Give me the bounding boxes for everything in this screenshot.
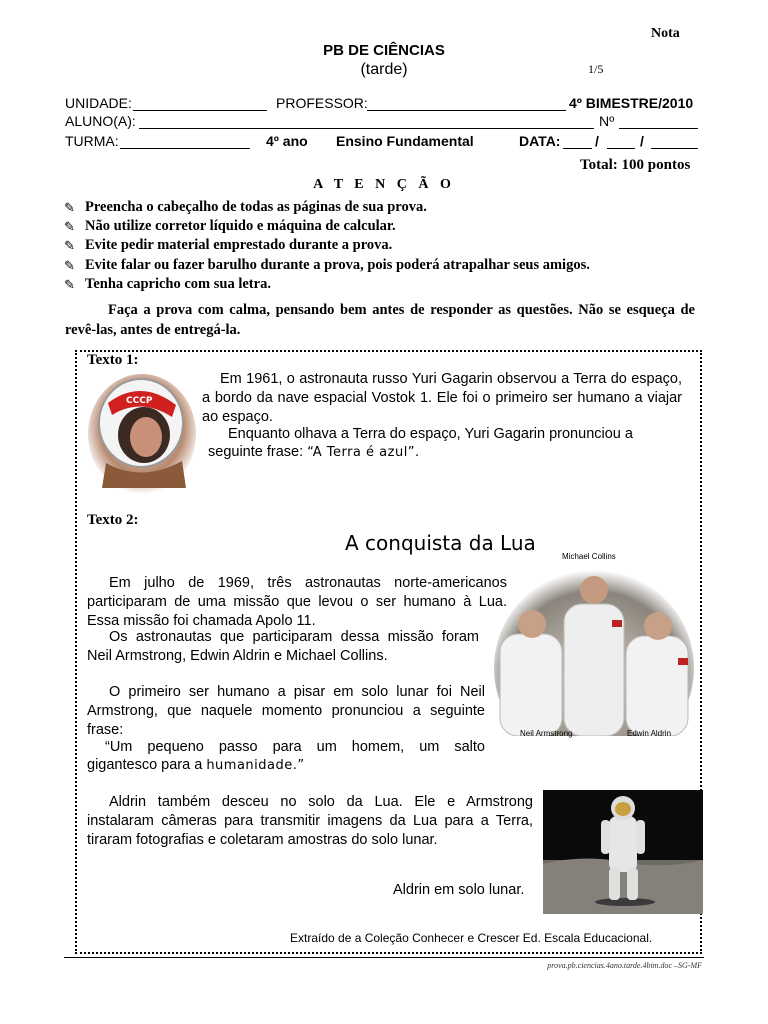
texto2-paragraph-3: O primeiro ser humano a pisar em solo lunar foi Neil Armstrong, que naquele momento pronunciou a seguinte frase: <box>87 684 485 738</box>
caption-michael-collins: Michael Collins <box>562 552 616 561</box>
instructions-paragraph: Faça a prova com calma, pensando bem antes de responder as questões. Não se esqueça de revê-las, antes de entregá-la. <box>65 302 695 338</box>
svg-text:CCCP: CCCP <box>126 396 153 406</box>
rule-item: Evite falar ou fazer barulho durante a prova, pois poderá atrapalhar seus amigos. <box>85 257 590 273</box>
rule-item: Preencha o cabeçalho de todas as páginas de sua prova. <box>85 199 427 215</box>
texto1-text: seguinte frase: <box>208 444 308 460</box>
gagarin-photo <box>86 373 198 495</box>
armstrong-quote-line2 <box>87 756 305 775</box>
ano-label: 4º ano <box>266 133 308 149</box>
source-citation: Extraído de a Coleção Conhecer e Crescer Ed. Escala Educacional. <box>290 931 653 945</box>
data-separator: / <box>595 133 599 149</box>
data-day-field[interactable] <box>563 148 592 149</box>
rule-item: Não utilize corretor líquido e máquina de calcular. <box>85 218 396 234</box>
texto2-paragraph-1: Em julho de 1969, três astronautas norte-americanos participaram de uma missão que levou o ser humano à Lua. Essa missão foi chamada Apolo 11. <box>87 575 507 629</box>
data-label: DATA: <box>519 133 561 149</box>
pencil-icon: ✎ <box>64 277 75 292</box>
rule-item: Tenha capricho com sua letra. <box>85 276 271 292</box>
footer-rule <box>64 957 704 958</box>
numero-label: Nº <box>599 113 615 129</box>
apollo11-crew-photo <box>492 568 696 736</box>
turma-label: TURMA: <box>65 133 119 149</box>
data-month-field[interactable] <box>607 148 635 149</box>
texto2-label: Texto 2: <box>87 512 139 528</box>
page-subtitle: (tarde) <box>360 61 408 78</box>
page-number: 1/5 <box>588 62 604 76</box>
ensino-label: Ensino Fundamental <box>336 133 474 149</box>
gagarin-quote: “A Terra é azul”. <box>307 445 420 460</box>
texto2-paragraph-4: Aldrin também desceu no solo da Lua. Ele e Armstrong instalaram câmeras para transmitir imagens da Lua para a Terra, tiraram fotografias e coletaram amostras do solo lunar. <box>87 794 533 848</box>
data-separator: / <box>640 133 644 149</box>
pencil-icon: ✎ <box>64 200 75 215</box>
texto1-paragraph-1: Em 1961, o astronauta russo Yuri Gagarin observou a Terra do espaço, a bordo da nave espacial Vostok 1. Ele foi o primeiro ser humano a viajar ao espaço. <box>202 371 682 425</box>
caption-neil-armstrong: Neil Armstrong <box>520 729 573 738</box>
texto1-label: Texto 1: <box>87 352 139 368</box>
total-points: Total: 100 pontos <box>580 157 691 173</box>
caption-edwin-aldrin: Edwin Aldrin <box>627 729 672 738</box>
numero-field[interactable] <box>619 128 698 129</box>
data-year-field[interactable] <box>651 148 698 149</box>
turma-field[interactable] <box>120 148 250 149</box>
quote-humanidade: humanidade.” <box>206 758 305 773</box>
texto2-paragraph-2: Os astronautas que participaram dessa missão foram Neil Armstrong, Edwin Aldrin e Michael Collins. <box>87 629 479 664</box>
pencil-icon: ✎ <box>64 238 75 253</box>
texto2-title: A conquista da Lua <box>345 531 536 555</box>
professor-label: PROFESSOR: <box>276 95 368 111</box>
unidade-field[interactable] <box>133 110 267 111</box>
atencao-heading: A T E N Ç Ã O <box>313 177 455 192</box>
quote-text: gigantesco para a <box>87 757 207 773</box>
armstrong-quote-line1: “Um pequeno passo para um homem, um salto <box>105 739 485 755</box>
nota-label: Nota <box>651 26 680 41</box>
pencil-icon: ✎ <box>64 258 75 273</box>
rule-item: Evite pedir material emprestado durante a prova. <box>85 237 393 253</box>
caption-aldrin-solo-lunar: Aldrin em solo lunar. <box>393 882 525 898</box>
aldrin-moon-photo <box>543 790 703 914</box>
page-title: PB DE CIÊNCIAS <box>323 42 445 59</box>
aluno-label: ALUNO(A): <box>65 113 136 129</box>
unidade-label: UNIDADE: <box>65 95 132 111</box>
texto1-paragraph-2: Enquanto olhava a Terra do espaço, Yuri Gagarin pronunciou a <box>228 426 633 442</box>
bimestre-label: 4º BIMESTRE/2010 <box>569 95 694 111</box>
texto1-paragraph-2-end <box>208 443 420 462</box>
pencil-icon: ✎ <box>64 219 75 234</box>
aluno-field[interactable] <box>139 128 594 129</box>
file-footer: prova.pb.ciencias.4ano.tarde.4bim.doc –SG-MF <box>547 961 702 970</box>
professor-field[interactable] <box>367 110 566 111</box>
